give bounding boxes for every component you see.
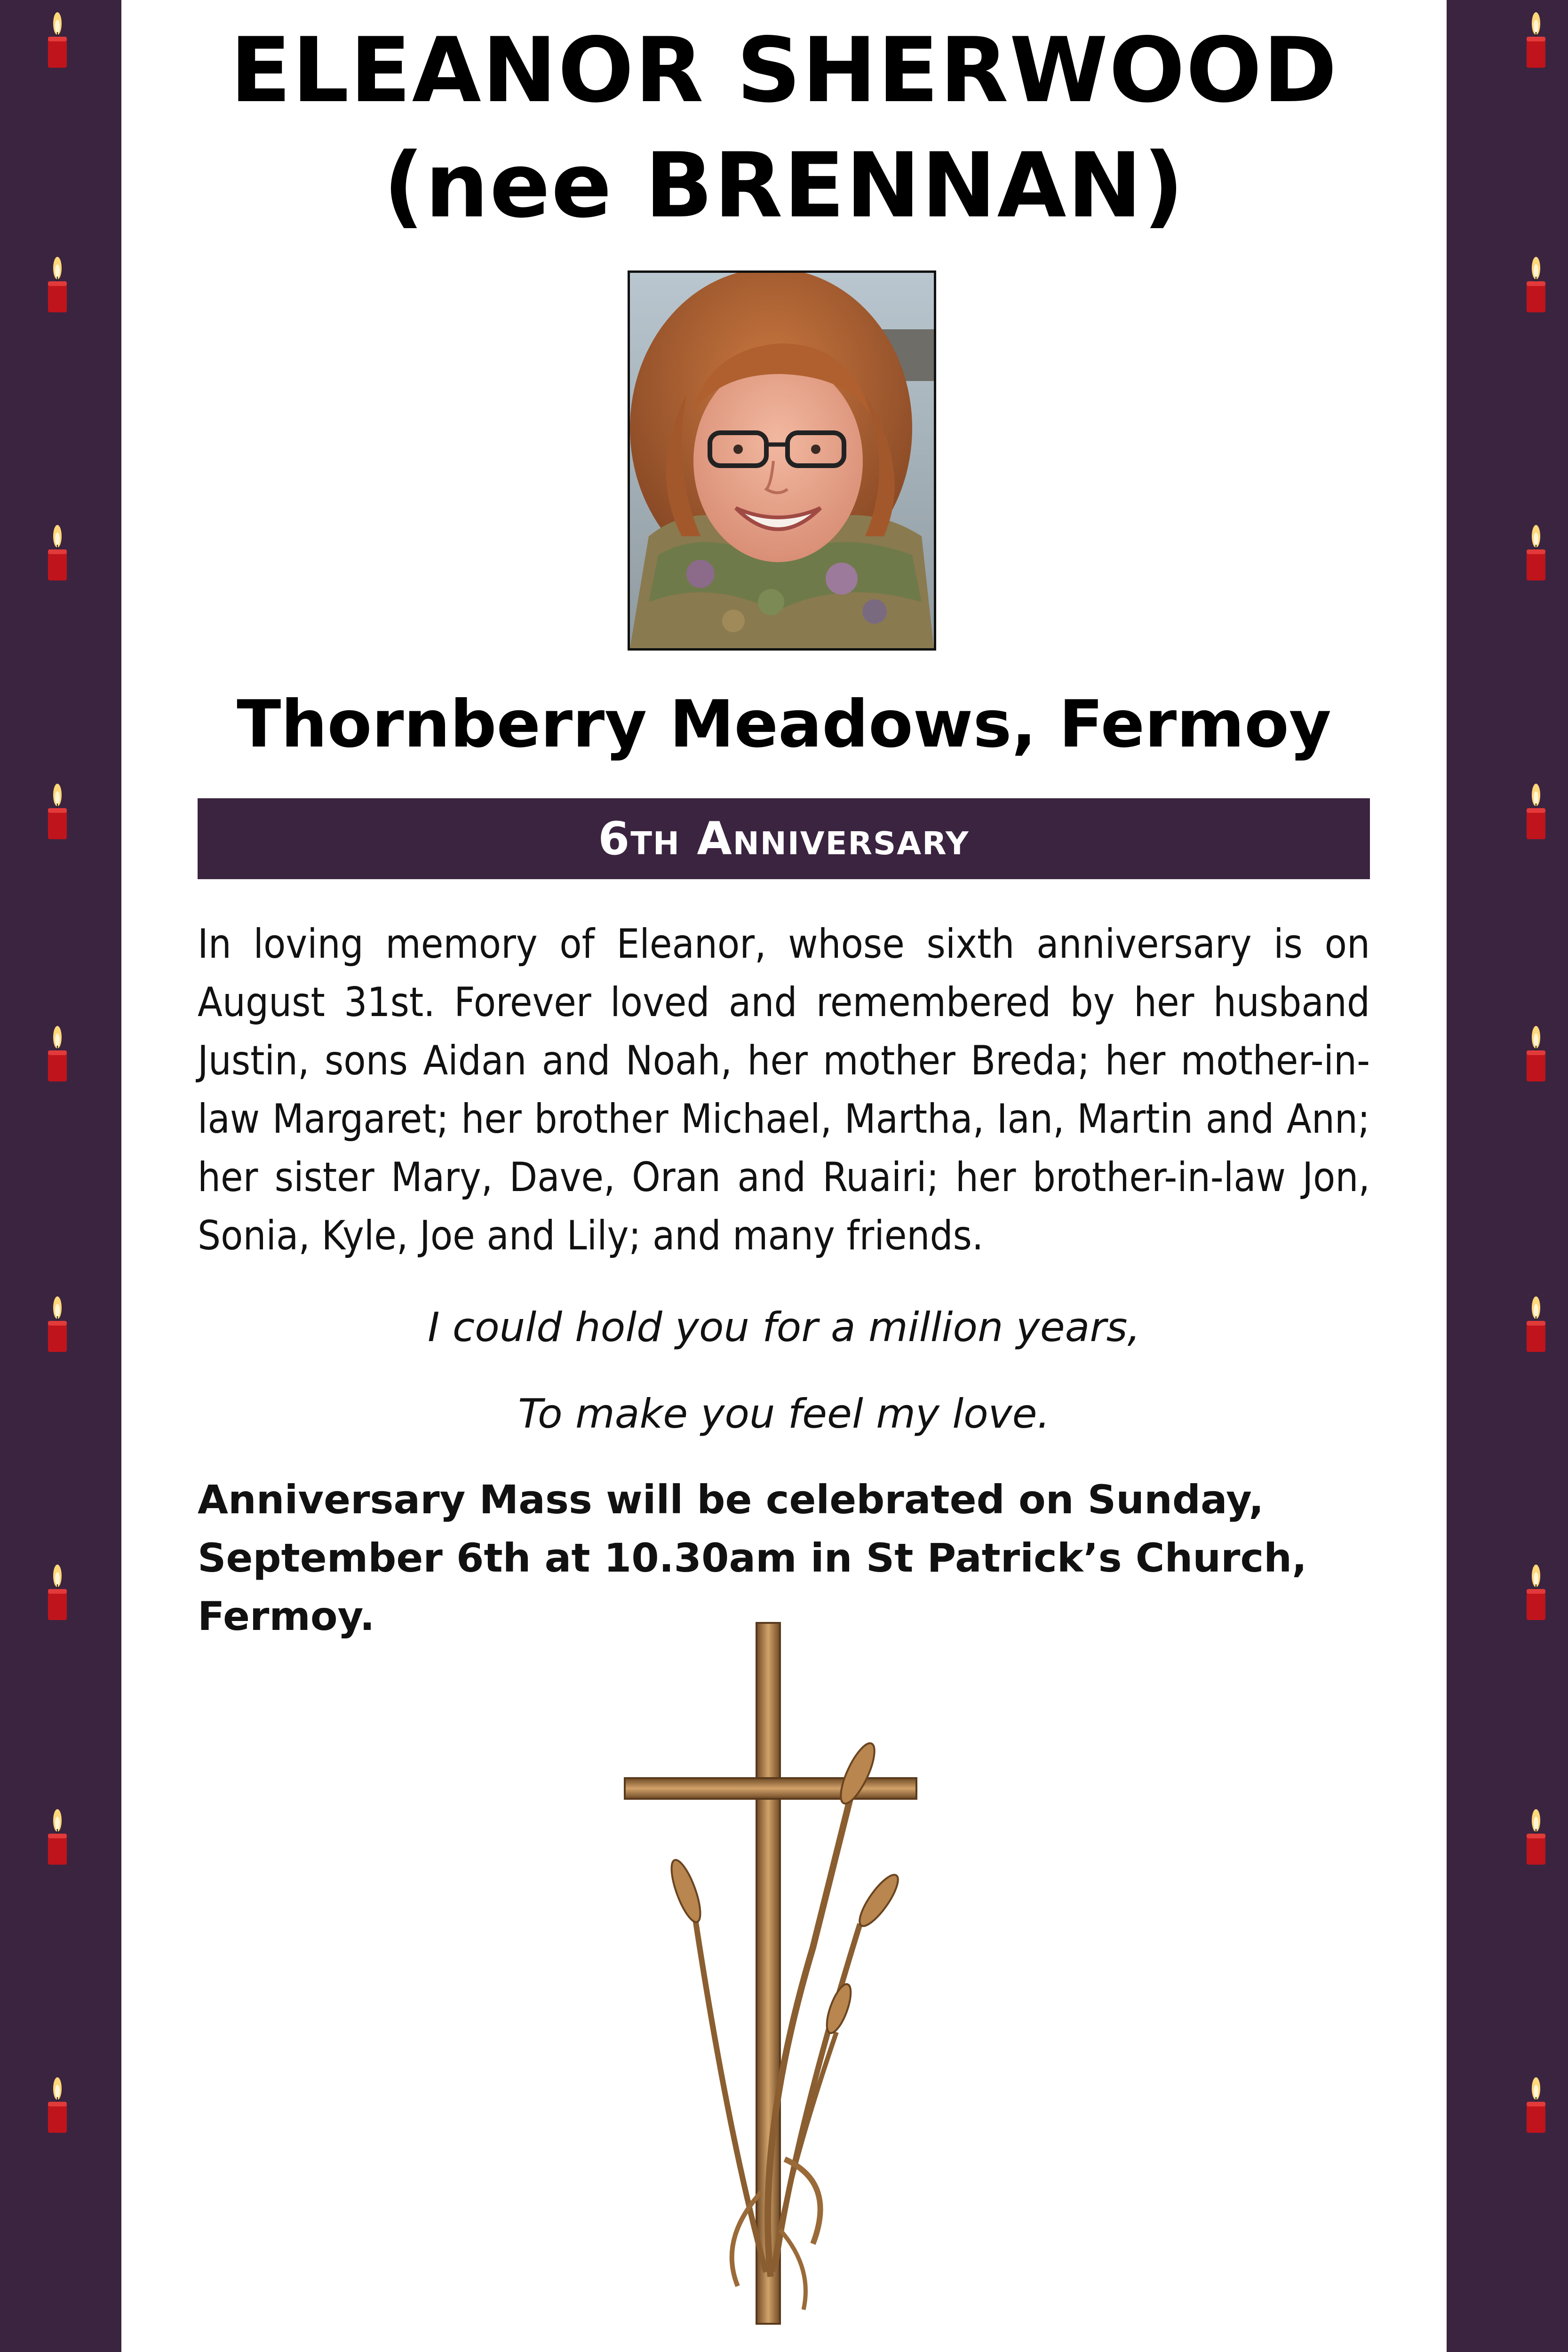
candle-icon [43,1023,72,1084]
candle-icon [1522,9,1550,71]
portrait-photo [628,270,936,651]
candle-icon [43,1294,72,1355]
mass-details: Anniversary Mass will be celebrated on Sunday, September 6th at 10.30am in St Patrick’s Church, Fermoy. [198,1477,1307,1639]
portrait-image [630,273,934,648]
candle-icon [43,1806,72,1867]
tribute-text: In loving memory of Eleanor, whose sixth anniversary is on August 31st. Forever loved and remembered by her husband Justin, sons Aidan and Noah, her mother Breda; her mother-in-law Margaret; her brother Michael, Martha, Ian, Martin and Ann; her sister Mary, Dave, Oran and Ruairi; her brother-in-law Jon, Sonia, Kyle, Joe and Lily; and many friends. [198,921,1370,1259]
notice-panel [121,0,1447,2352]
candle-icon [43,254,72,315]
deceased-name: ELEANOR SHERWOOD [230,18,1338,122]
candle-icon [1522,522,1550,583]
maiden-name: (nee BRENNAN) [383,134,1185,238]
candle-icon [43,2074,72,2136]
candle-icon [1522,1806,1550,1867]
candle-icon [43,9,72,71]
anniversary-banner: 6th Anniversary [198,798,1370,879]
address: Thornberry Meadows, Fermoy [237,686,1331,762]
cross-with-wheat-icon [615,1618,954,2333]
left-border [0,0,121,2352]
candle-icon [1522,1023,1550,1084]
candle-icon [43,781,72,842]
right-border [1447,0,1568,2352]
candle-icon [1522,1294,1550,1355]
candle-icon [1522,2074,1550,2136]
candle-icon [1522,1562,1550,1623]
verse-line-2: To make you feel my love. [518,1391,1050,1438]
cross-image [615,1618,954,2333]
candle-icon [1522,254,1550,315]
candle-icon [43,522,72,583]
verse-line-1: I could hold you for a million years, [428,1304,1140,1351]
candle-icon [43,1562,72,1623]
candle-icon [1522,781,1550,842]
